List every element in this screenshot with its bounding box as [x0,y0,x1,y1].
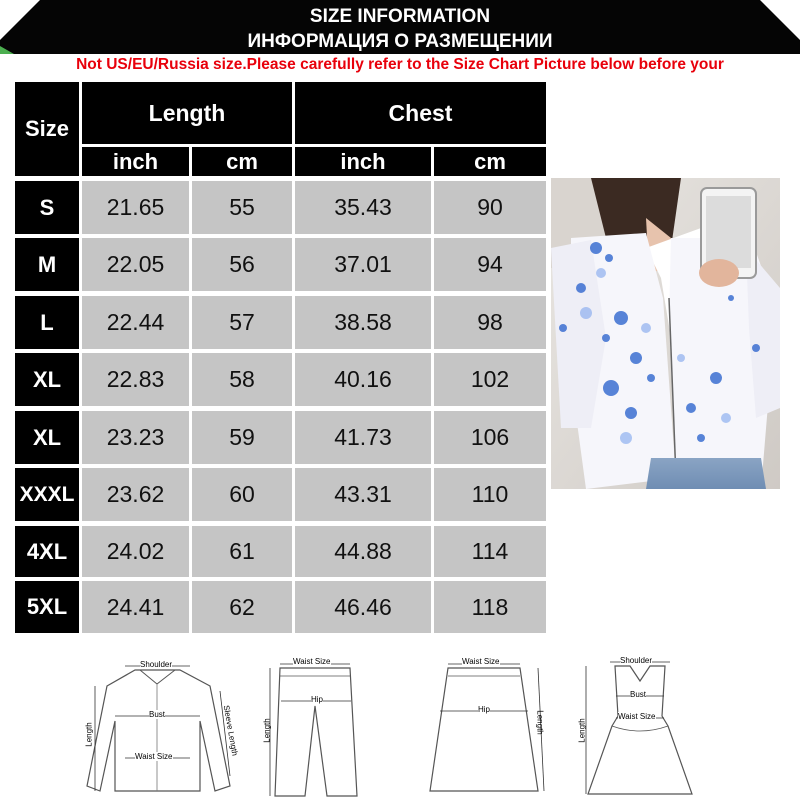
chest-cm-cell: 98 [434,296,546,349]
chest-cm-cell: 102 [434,353,546,406]
size-label: 5XL [15,581,79,633]
length-inch-cell: 22.05 [82,238,189,291]
length-inch-cell: 22.83 [82,353,189,406]
size-label: XXXL [15,468,79,521]
dress-length-label: Length [577,718,587,743]
chest-inch-cell: 38.58 [295,296,431,349]
dress-diagram [577,646,700,800]
chest-inch-cell: 43.31 [295,468,431,521]
size-notice: Not US/EU/Russia size.Please carefully refer to the Size Chart Picture below before your [76,56,724,73]
pants-hip-label: Hip [311,695,324,704]
size-label: L [15,296,79,349]
chest-inch-cell: 46.46 [295,581,431,633]
length-cm-cell: 60 [192,468,292,521]
chest-cm-cell: 106 [434,411,546,464]
shirt-bust-label: Bust [149,710,166,719]
shirt-shoulder-label: Shoulder [140,660,173,669]
size-info-header [0,0,800,54]
length-inch-cell: 22.44 [82,296,189,349]
size-label: 4XL [15,526,79,577]
chest-inch-cell: 44.88 [295,526,431,577]
measurement-diagrams [0,646,800,800]
length-cm-cell: 56 [192,238,292,291]
length-cm-header: cm [192,147,292,176]
size-label: XL [15,411,79,464]
dress-waist-label: Waist Size [618,712,656,721]
chest-inch-cell: 37.01 [295,238,431,291]
dress-shoulder-label: Shoulder [620,656,653,665]
skirt-hip-label: Hip [478,705,491,714]
length-cm-cell: 55 [192,181,292,234]
shirt-waist-label: Waist Size [135,752,173,761]
product-photo [551,178,780,489]
size-column-header: Size [15,82,79,176]
length-inch-cell: 24.02 [82,526,189,577]
size-label: S [15,181,79,234]
chest-cm-cell: 110 [434,468,546,521]
dress-bust-label: Bust [630,690,647,699]
length-inch-header: inch [82,147,189,176]
chest-cm-cell: 90 [434,181,546,234]
chest-cm-cell: 114 [434,526,546,577]
shirt-sleeve-label: Sleeve Length [221,704,240,757]
length-inch-cell: 23.23 [82,411,189,464]
length-inch-cell: 24.41 [82,581,189,633]
skirt-length-label: Length [535,710,545,735]
length-cm-cell: 62 [192,581,292,633]
chest-cm-header: cm [434,147,546,176]
pants-length-label: Length [262,718,272,743]
title-russian: ИНФОРМАЦИЯ О РАЗМЕЩЕНИИ [247,31,553,52]
skirt-diagram [420,646,550,800]
chest-cm-cell: 94 [434,238,546,291]
skirt-waist-label: Waist Size [462,657,500,666]
shirt-diagram [84,646,240,800]
length-column-header: Length [82,82,292,144]
length-cm-cell: 61 [192,526,292,577]
chest-inch-cell: 41.73 [295,411,431,464]
pants-diagram [262,646,375,800]
chest-inch-cell: 35.43 [295,181,431,234]
size-label: M [15,238,79,291]
length-cm-cell: 59 [192,411,292,464]
chest-cm-cell: 118 [434,581,546,633]
chest-inch-cell: 40.16 [295,353,431,406]
size-label: XL [15,353,79,406]
pants-waist-label: Waist Size [293,657,331,666]
length-inch-cell: 23.62 [82,468,189,521]
chest-column-header: Chest [295,82,546,144]
title-english: SIZE INFORMATION [309,6,491,27]
length-cm-cell: 57 [192,296,292,349]
length-cm-cell: 58 [192,353,292,406]
shirt-length-label: Length [84,722,94,747]
chest-inch-header: inch [295,147,431,176]
length-inch-cell: 21.65 [82,181,189,234]
